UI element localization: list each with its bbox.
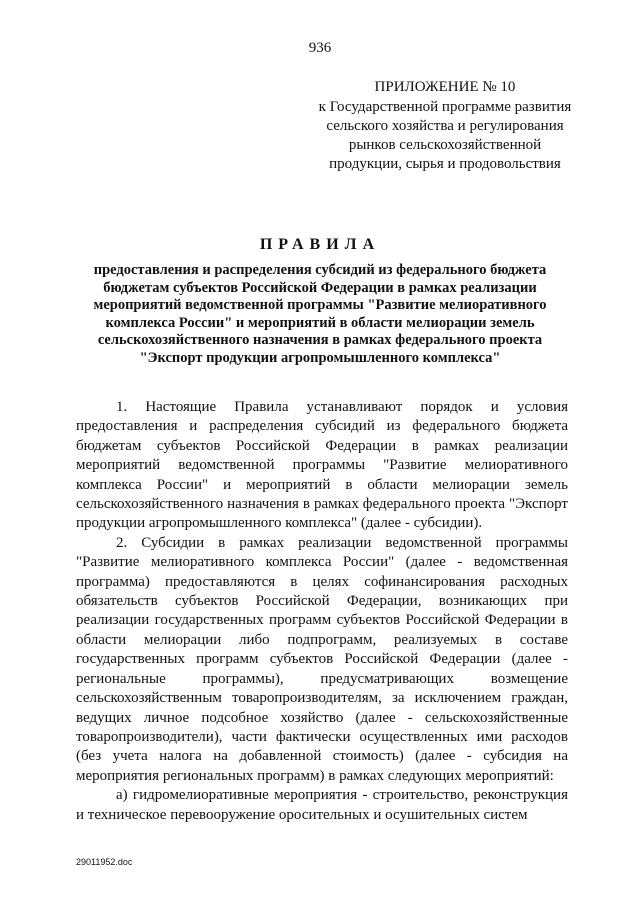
appendix-line: к Государственной программе развития <box>318 99 572 115</box>
paragraph: 2. Субсидии в рамках реализации ведомственной программы "Развитие мелиоративного комплекса России" (далее - ведомственная программа) предоставляются в целях софинансирования расходных обязательств субъектов Российской Федерации, возникающих при реализации государственных программ субъектов Российской Федерации в области мелиорации либо подпрограмм, реализуемых в составе государственных программ субъектов Российской Федерации (далее - региональные программы), предусматривающих возмещение сельскохозяйственным товаропроизводителям, за исключением граждан, ведущих личное подсобное хозяйство (далее - сельскохозяйственные товаропроизводители), части фактически осуществленных ими расходов (без учета налога на добавленной стоимость) (далее - субсидия на мероприятия региональных программ) в рамках следующих мероприятий: <box>76 534 568 784</box>
paragraph: а) гидромелиоративные мероприятия - строительство, реконструкция и техническое перевооружение оросительных и осушительных систем <box>76 787 568 823</box>
appendix-line: рынков сельскохозяйственной <box>348 137 542 153</box>
appendix-block <box>300 78 590 174</box>
document-body <box>76 398 568 825</box>
paragraph: 1. Настоящие Правила устанавливают порядок и условия предоставления и распределения субсидий из федерального бюджета бюджетам субъектов Российской Федерации в рамках реализации мероприятий ведомственной программы "Развитие мелиоративного комплекса России" и мероприятий в области мелиорации земель сельскохозяйственного назначения в рамках федерального проекта "Экспорт продукции агропромышленного комплекса" (далее - субсидии). <box>76 399 568 532</box>
appendix-line: продукции, сырья и продовольствия <box>329 156 561 172</box>
document-subheading: предоставления и распределения субсидий из федерального бюджета бюджетам субъектов Российской Федерации в рамках реализации мероприятий ведомственной программы "Развитие мелиоративного комплекса России" и мероприятий в области мелиорации земель сельскохозяйственного назначения в рамках федерального проекта "Экспорт продукции агропромышленного комплекса" <box>93 262 547 366</box>
appendix-title: ПРИЛОЖЕНИЕ № 10 <box>374 79 516 95</box>
appendix-line: сельского хозяйства и регулирования <box>326 118 564 134</box>
page-number: 936 <box>308 40 332 56</box>
file-name-footer: 29011952.doc <box>76 857 133 867</box>
document-heading: ПРАВИЛА <box>259 236 381 253</box>
